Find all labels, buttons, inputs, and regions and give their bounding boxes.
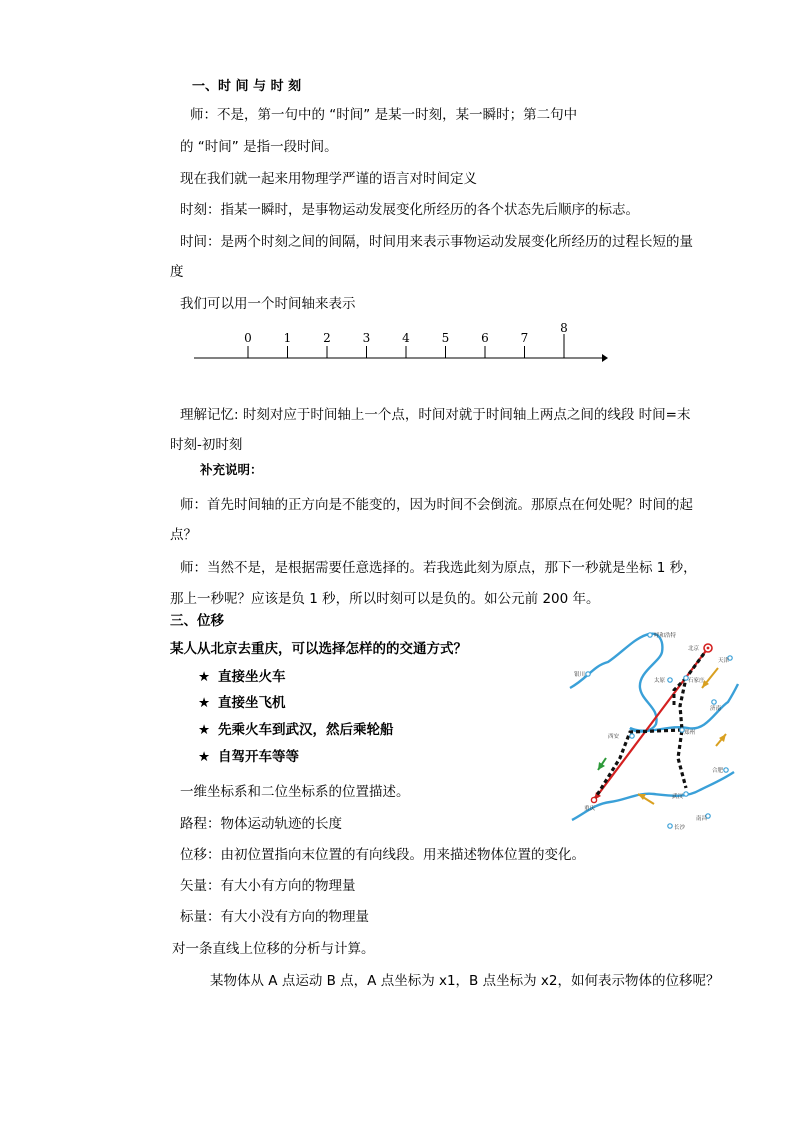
city-label-wuhan: 武汉 xyxy=(672,794,684,800)
option-1 xyxy=(198,668,286,686)
displacement-definition: 位移：由初位置指向末位置的有向线段。用来描述物体位置的变化。 xyxy=(180,847,585,863)
section3-heading: 三、位移 xyxy=(170,613,224,629)
river-yellow-upper xyxy=(570,634,650,688)
route-map xyxy=(568,628,738,831)
city-label-zhengzhou: 郑州 xyxy=(684,730,696,736)
city-marker-icon xyxy=(630,734,634,738)
time-axis xyxy=(190,322,610,366)
supplement-label: 补充说明： xyxy=(200,462,263,477)
teacher-q1-b: 点？ xyxy=(170,527,197,543)
vector-definition: 矢量：有大小有方向的物理量 xyxy=(180,878,356,894)
axis-tick-label: 6 xyxy=(481,331,489,345)
city-label-shijiazhuang: 石家庄 xyxy=(688,678,705,684)
teacher-q2-a: 师：当然不是，是根据需要任意选择的。若我选此刻为原点，那下一秒就是坐标 1 秒， xyxy=(180,560,697,576)
axis-tick-label: 4 xyxy=(402,331,410,345)
city-label-huhehaote: 呼和浩特 xyxy=(654,633,677,639)
option-label: 直接坐飞机 xyxy=(218,695,286,711)
route-map-svg xyxy=(568,628,738,831)
star-icon: ★ xyxy=(198,722,211,738)
time-definition-a: 时间：是两个时刻之间的间隔，时间用来表示事物运动发展变化所经历的过程长短的量 xyxy=(180,234,693,250)
memo-line-b: 时刻-初时刻 xyxy=(170,437,243,453)
memo-line-a: 理解记忆: 时刻对应于时间轴上一个点，时间对就于时间轴上两点之间的线段 时间=末 xyxy=(180,407,691,423)
city-marker-icon xyxy=(668,824,672,828)
axis-tick-label: 7 xyxy=(520,331,529,345)
displacement-question: 某物体从 A 点运动 B 点，A 点坐标为 x1，B 点坐标为 x2，如何表示物体的位移呢？ xyxy=(210,973,720,989)
time-axis-svg xyxy=(190,322,610,366)
city-label-nanchang: 南昌 xyxy=(696,816,708,822)
chongqing-marker-icon xyxy=(591,797,596,802)
city-label-chongqing: 重庆 xyxy=(584,806,596,812)
city-marker-icon xyxy=(684,792,688,796)
option-label: 先乘火车到武汉，然后乘轮船 xyxy=(218,722,394,738)
beijing-dot-icon xyxy=(707,647,710,650)
city-label-jinan: 济南 xyxy=(710,706,722,712)
path-definition: 路程：物体运动轨迹的长度 xyxy=(180,816,342,832)
axis-intro: 我们可以用一个时间轴来表示 xyxy=(180,296,356,312)
moment-definition: 时刻：指某一瞬时，是事物运动发展变化所经历的各个状态先后顺序的标志。 xyxy=(180,202,639,218)
star-icon: ★ xyxy=(198,695,211,711)
city-label-taiyuan: 太原 xyxy=(654,678,666,684)
city-marker-icon xyxy=(712,700,716,704)
axis-arrowhead xyxy=(602,354,608,362)
option-2 xyxy=(198,694,286,712)
star-icon: ★ xyxy=(198,669,211,685)
axis-tick-label: 5 xyxy=(441,331,450,345)
axis-tick-label: 8 xyxy=(560,321,568,335)
city-marker-icon xyxy=(586,672,590,676)
city-marker-icon xyxy=(648,633,652,637)
city-label-hefei: 合肥 xyxy=(712,768,724,774)
line-displacement-intro: 对一条直线上位移的分析与计算。 xyxy=(172,941,375,957)
section1-heading: 一、时 间 与 时 刻 xyxy=(192,79,302,94)
axis-tick-label: 3 xyxy=(362,331,371,345)
axis-tick-label: 1 xyxy=(283,331,292,345)
star-icon: ★ xyxy=(198,749,211,765)
option-3 xyxy=(198,721,394,739)
definition-intro: 现在我们就一起来用物理学严谨的语言对时间定义 xyxy=(180,171,477,187)
axis-tick-label: 2 xyxy=(323,331,331,345)
option-label: 直接坐火车 xyxy=(218,669,286,685)
time-definition-b: 度 xyxy=(170,264,184,280)
city-marker-icon xyxy=(668,678,672,682)
scalar-definition: 标量：有大小没有方向的物理量 xyxy=(180,909,369,925)
axis-tick-label: 0 xyxy=(244,331,252,345)
city-label-tianjin: 天津 xyxy=(718,658,730,664)
transport-question: 某人从北京去重庆，可以选择怎样的的交通方式？ xyxy=(170,641,467,657)
city-marker-icon xyxy=(724,768,728,772)
option-label: 自驾开车等等 xyxy=(218,749,299,765)
city-label-xian: 西安 xyxy=(608,734,620,740)
teacher-line-1: 师：不是，第一句中的 “时间” 是某一时刻，某一瞬时；第二句中 xyxy=(190,107,578,123)
coord-system-line: 一维坐标系和二位坐标系的位置描述。 xyxy=(180,784,410,800)
city-label-beijing: 北京 xyxy=(688,646,700,652)
city-label-changsha: 长沙 xyxy=(674,825,686,831)
city-label-yinchuan: 银川 xyxy=(574,672,586,678)
option-4 xyxy=(198,748,299,766)
teacher-q1-a: 师：首先时间轴的正方向是不能变的，因为时间不会倒流。那原点在何处呢？时间的起 xyxy=(180,497,693,513)
teacher-q2-b: 那上一秒呢？应该是负 1 秒，所以时刻可以是负的。如公元前 200 年。 xyxy=(170,591,600,607)
teacher-line-1b: 的 “时间” 是指一段时间。 xyxy=(180,139,338,155)
